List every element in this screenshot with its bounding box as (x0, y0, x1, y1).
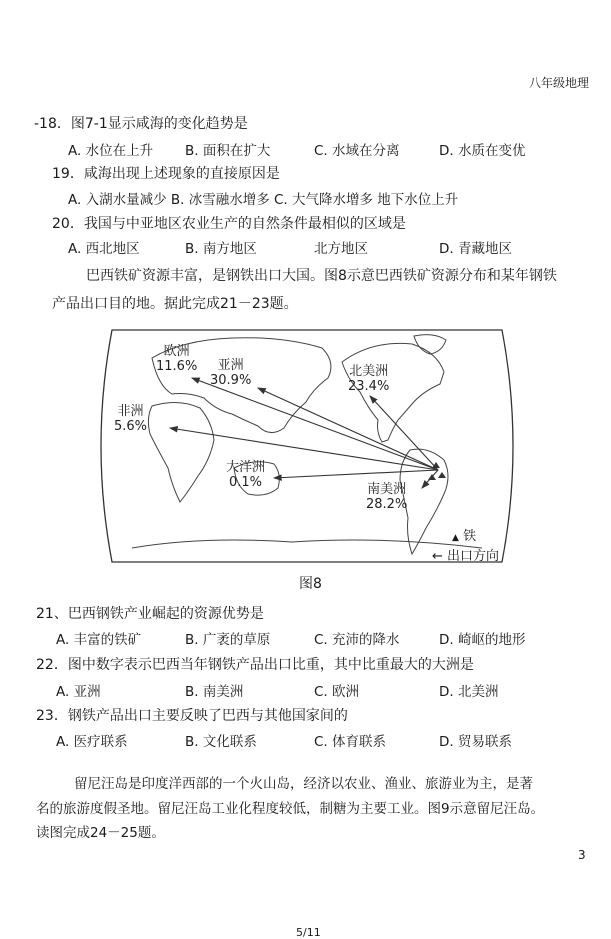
arrow-to-europe (192, 378, 438, 470)
triangle-icon: ▲ (452, 533, 459, 543)
q18-option-b: B. 面积在扩大 (185, 143, 271, 159)
legend-iron: ▲ 铁 (452, 529, 477, 544)
q20-option-a: A. 西北地区 (68, 241, 140, 257)
question-18-stem: -18．图7-1显示咸海的变化趋势是 (34, 116, 248, 132)
subject-header: 八年级地理 (528, 76, 589, 90)
q22-option-a: A. 亚洲 (56, 684, 101, 700)
question-21-stem: 21、巴西钢铁产业崛起的资源优势是 (36, 606, 264, 622)
q23-option-d: D. 贸易联系 (439, 734, 512, 750)
page-counter: 5/11 (296, 926, 321, 939)
q21-option-c: C. 充沛的降水 (314, 632, 400, 648)
q21-option-a: A. 丰富的铁矿 (56, 632, 142, 648)
question-22-stem: 22．图中数字表示巴西当年钢铁产品出口比重，其中比重最大的大洲是 (36, 657, 474, 673)
label-asia: 亚洲 30.9% (210, 358, 252, 388)
arrow-to-africa (170, 428, 438, 470)
passage1-line2: 产品出口目的地。据此完成21－23题。 (52, 296, 298, 312)
label-africa: 非洲 5.6% (114, 404, 148, 434)
arrow-to-oceania (274, 470, 438, 478)
q22-option-c: C. 欧洲 (314, 684, 360, 700)
q20-option-d: D. 青藏地区 (439, 241, 512, 257)
arrow-icon: ← (432, 549, 443, 564)
passage2-line3: 读图完成24－25题。 (36, 825, 165, 841)
label-europe: 欧洲 11.6% (156, 344, 198, 374)
export-arrows (170, 378, 438, 488)
q21-option-d: D. 崎岖的地形 (439, 632, 526, 648)
q22-option-d: D. 北美洲 (439, 684, 499, 700)
greenland-outline (414, 335, 446, 354)
q18-option-c: C. 水域在分离 (314, 143, 400, 159)
africa-outline (148, 402, 214, 502)
passage2-line2: 名的旅游度假圣地。留尼汪岛工业化程度较低，制糖为主要工业。图9示意留尼汪岛。 (36, 801, 545, 817)
label-north-america: 北美洲 23.4% (348, 364, 390, 394)
legend-export: ← 出口方向 (432, 549, 500, 564)
q20-option-c: 北方地区 (314, 241, 368, 257)
question-19-stem: 19．咸海出现上述现象的直接原因是 (52, 166, 280, 182)
q20-option-b: B. 南方地区 (185, 241, 257, 257)
page-number: 3 (578, 848, 586, 862)
question-23-stem: 23．钢铁产品出口主要反映了巴西与其他国家间的 (36, 708, 348, 724)
q18-option-d: D. 水质在变优 (439, 143, 526, 159)
q18-option-a: A. 水位在上升 (68, 143, 154, 159)
q22-option-b: B. 南美洲 (185, 684, 244, 700)
question-20-stem: 20．我国与中亚地区农业生产的自然条件最相似的区域是 (52, 216, 406, 232)
label-oceania: 大洋洲 0.1% (226, 460, 266, 490)
passage1-line1: 巴西铁矿资源丰富，是钢铁出口大国。图8示意巴西铁矿资源分布和某年钢铁 (86, 268, 557, 284)
q23-option-b: B. 文化联系 (185, 734, 257, 750)
q23-option-a: A. 医疗联系 (56, 734, 128, 750)
arrow-to-asia (258, 388, 438, 470)
q23-option-c: C. 体育联系 (314, 734, 387, 750)
antarctica-outline (132, 540, 482, 548)
figure-caption: 图8 (299, 576, 322, 592)
q19-options: A. 入湖水量减少 B. 冰雪融水增多 C. 大气降水增多 地下水位上升 (68, 192, 459, 208)
passage2-line1: 留尼汪岛是印度洋西部的一个火山岛，经济以农业、渔业、旅游业为主，是著 (74, 776, 533, 792)
q21-option-b: B. 广袤的草原 (185, 632, 271, 648)
label-south-america: 南美洲 28.2% (366, 482, 408, 512)
